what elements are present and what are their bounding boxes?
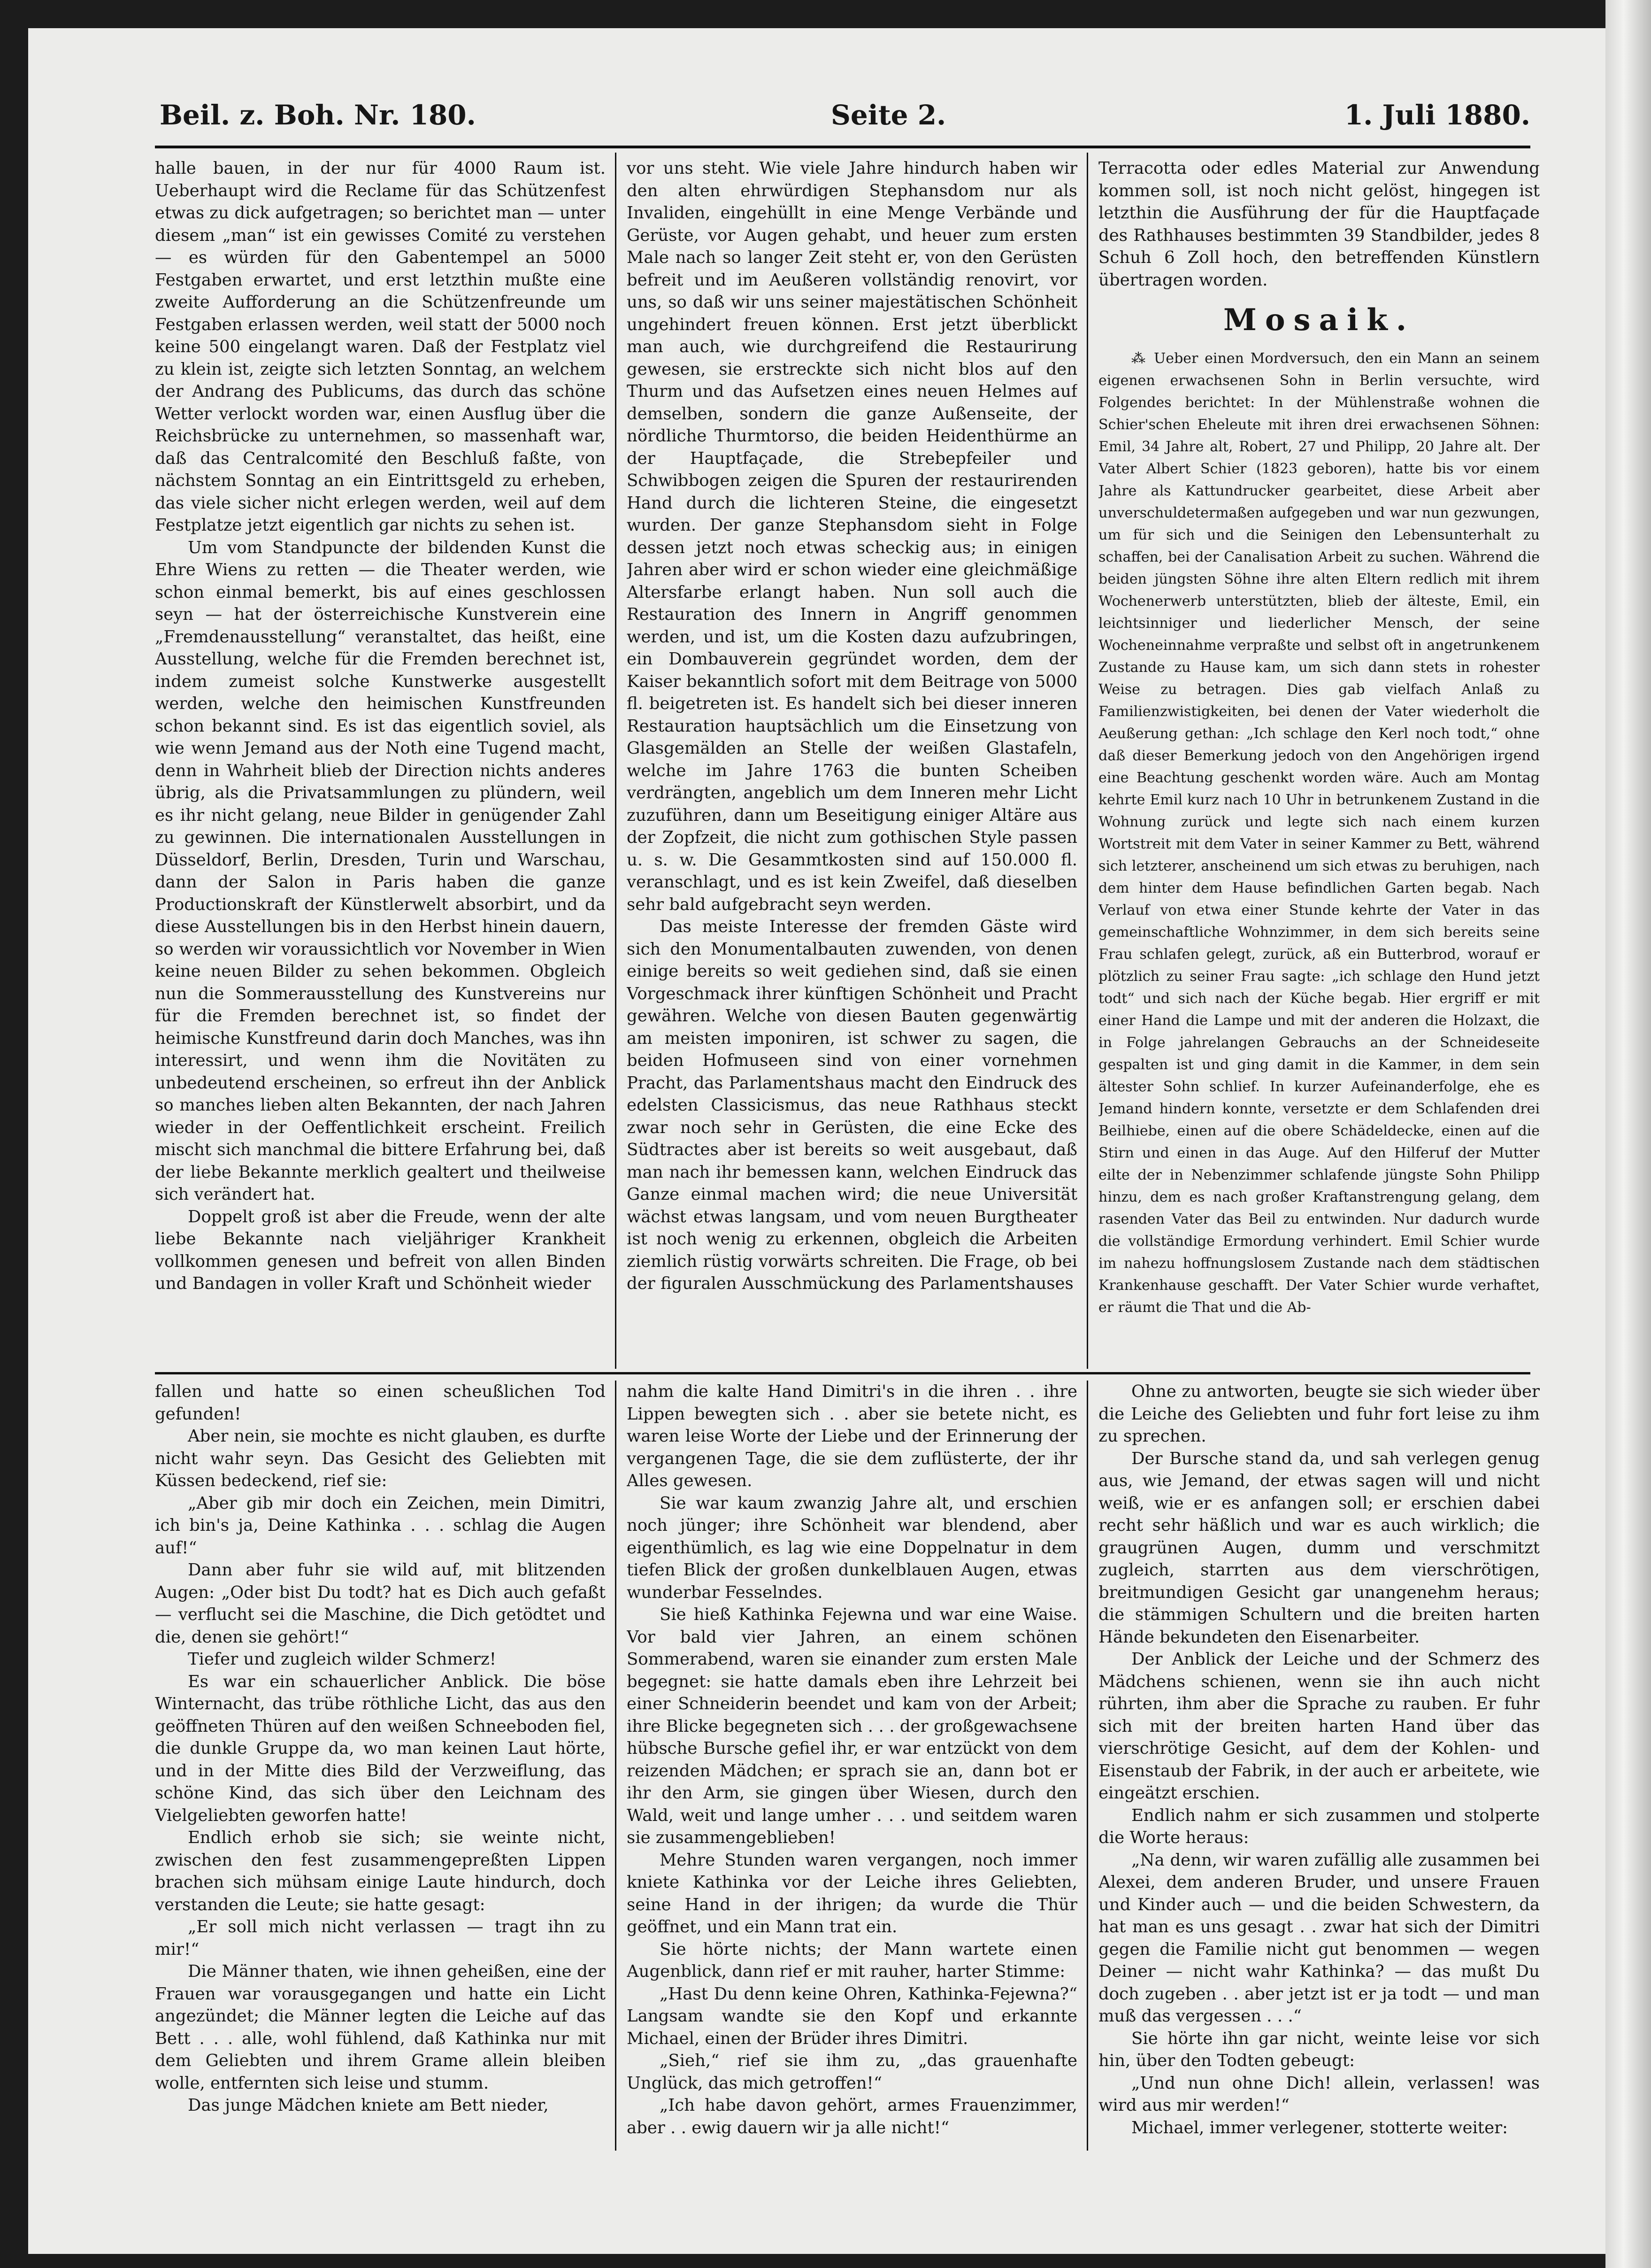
paragraph: Der Bursche stand da, und sah verlegen genug aus, wie Jemand, der etwas sagen will und nicht weiß, wie er es anfangen soll; er erschien dabei recht sehr häßlich und war es auch wirklich; die graugrünen Augen, dumm und verschmitzt zugleich, starrten aus dem vierschrötigen, breitmundigen Gesicht gar unangenehm heraus; die stämmigen Schultern und die breiten harten Hände bekundeten den Eisenarbeiter. — [1098, 1449, 1540, 1647]
header-date: 1. Juli 1880. — [1344, 99, 1530, 131]
paragraph: Sie hörte ihn gar nicht, weinte leise vor sich hin, über den Todten gebeugt: — [1098, 2029, 1540, 2070]
paragraph: „Er soll mich nicht verlassen — tragt ihn zu mir!“ — [155, 1917, 606, 1959]
paragraph: „Sieh,“ rief sie ihm zu, „das grauenhafte Unglück, das mich getroffen!“ — [627, 2051, 1077, 2093]
newspaper-page — [28, 28, 1605, 2254]
paragraph: Aber nein, sie mochte es nicht glauben, es durfte nicht wahr seyn. Das Gesicht des Geliebten mit Küssen bedeckend, rief sie: — [155, 1427, 606, 1490]
section-title-mosaik: Mosaik. — [1223, 302, 1415, 338]
header-rule — [155, 146, 1530, 148]
column-divider — [1087, 153, 1088, 1369]
paragraph: Es war ein schauerlicher Anblick. Die böse Winternacht, das trübe röthliche Licht, das aus den geöffneten Thüren auf den weißen Schneeboden fiel, die dunkle Gruppe da, wo man keinen Laut hörte, und in der Mitte dies Bild der Verzweiflung, das schöne Kind, das sich über den Leichnam des Vielgeliebten geworfen hatte! — [155, 1672, 606, 1825]
header-issue: Beil. z. Boh. Nr. 180. — [160, 99, 476, 131]
binding-edge — [1605, 0, 1651, 2268]
bottom-column-2 — [627, 1381, 1077, 2151]
bottom-column-3 — [1098, 1381, 1540, 2151]
paragraph: Dann aber fuhr sie wild auf, mit blitzenden Augen: „Oder bist Du todt? hat es Dich auch gefaßt — verflucht sei die Maschine, die Dich getödtet und die, denen sie gehört!“ — [155, 1560, 606, 1647]
section-divider — [155, 1372, 1530, 1374]
paragraph: Tiefer und zugleich wilder Schmerz! — [188, 1650, 496, 1669]
paragraph: ⁂ Ueber einen Mordversuch, den ein Mann an seinem eigenen erwachsenen Sohn in Berlin versuchte, wird Folgendes berichtet: In der Mühlenstraße wohnen die Schier'schen Eheleute mit ihren drei erwachsenen Söhnen: Emil, 34 Jahre alt, Robert, 27 und Philipp, 20 Jahre alt. Der Vater Albert Schier (1823 geboren), hatte bis vor einem Jahre als Kattundrucker gearbeitet, diese Arbeit aber unverschuldetermaßen aufgegeben und war nun gezwungen, um für sich und die Seinigen den Lebensunterhalt zu schaffen, bei der Canalisation Arbeit zu suchen. Während die beiden jüngsten Söhne ihre alten Eltern redlich mit ihrem Wochenerwerb unterstützten, blieb der älteste, Emil, ein leichtsinniger und liederlicher Mensch, der seine Wocheneinnahme verpraßte und selbst oft in angetrunkenem Zustande zu Hause kam, um sich dann stets in rohester Weise zu betragen. Dies gab vielfach Anlaß zu Familienzwistigkeiten, bei denen der Vater wiederholt die Aeußerung gethan: „Ich schlage den Kerl noch todt,“ ohne daß dieser Bemerkung jedoch von den Angehörigen irgend eine Beachtung geschenkt worden wäre. Auch am Montag kehrte Emil kurz nach 10 Uhr in betrunkenem Zustand in die Wohnung zurück und legte sich nach einem kurzen Wortstreit mit dem Vater in seiner Kammer zu Bett, während sich letzterer, anscheinend um sich etwas zu beruhigen, nach dem hinter dem Hause befindlichen Garten begab. Nach Verlauf von etwa einer Stunde kehrte der Vater in das gemeinschaftliche Wohnzimmer, in dem sich bereits seine Frau schlafen gelegt, zurück, aß ein Butterbrod, worauf er plötzlich zu seiner Frau sagte: „ich schlage den Hund jetzt todt“ und sich nach der Küche begab. Hier ergriff er mit einer Hand die Lampe und mit der anderen die Holzaxt, die in Folge jahrelangen Gebrauchs an der Schneideseite gespalten ist und ging damit in die Kammer, in dem sein ältester Sohn schlief. In kurzer Aufeinanderfolge, ehe es Jemand hindern konnte, versetzte er dem Schlafenden drei Beilhiebe, einen auf die obere Schädeldecke, einen auf die Stirn und einen in das Auge. Auf den Hilferuf der Mutter eilte der in Nebenzimmer schlafende jüngste Sohn Philipp hinzu, dem es nach großer Kraftanstrengung gelang, dem rasenden Vater das Beil zu entwinden. Nur dadurch wurde die vollständige Ermordung verhindert. Emil Schier wurde im nahezu hoffnungslosem Zustande nach dem städtischen Krankenhause geschafft. Der Vater Schier wurde verhaftet, er räumt die That und die Ab- — [1098, 350, 1540, 1316]
paragraph: halle bauen, in der nur für 4000 Raum ist. Ueberhaupt wird die Reclame für das Schützenfest etwas zu dick aufgetragen; so berichtet man — unter diesem „man“ ist ein gewisses Comité zu verstehen — es würden für den Gabentempel an 5000 Festgaben erwartet, und erst letzthin mußte eine zweite Aufforderung an die Schützenfreunde um Festgaben erlassen werden, weil statt der 5000 noch keine 500 eingelangt waren. Daß der Festplatz viel zu klein ist, zeigte sich letzten Sonntag, an welchem der Andrang des Publicums, das durch das schöne Wetter verlockt worden war, einen Ausflug über die Reichsbrücke zu unternehmen, so massenhaft war, daß das Centralcomité den Beschluß faßte, von nächstem Sonntag an ein Eintrittsgeld zu erheben, das viele sicher nicht erlegen werden, weil auf dem Festplatze jetzt eigentlich gar nichts zu sehen ist. — [155, 159, 606, 535]
paragraph: „Ich habe davon gehört, armes Frauenzimmer, aber . . ewig dauern wir ja alle nicht!“ — [627, 2096, 1077, 2137]
column-divider — [615, 1381, 616, 2151]
paragraph: vor uns steht. Wie viele Jahre hindurch haben wir den alten ehrwürdigen Stephansdom nur als Invaliden, eingehüllt in eine Menge Verbände und Gerüste, vor Augen gehabt, und heuer zum ersten Male nach so langer Zeit steht er, von den Gerüsten befreit und im Aeußeren vollständig renovirt, vor uns, so daß wir uns seiner majestätischen Schönheit ungehindert freuen können. Erst jetzt überblickt man auch, wie durchgreifend die Restaurirung gewesen, sie erstreckte sich nicht blos auf den Thurm und das Aufsetzen eines neuen Helmes auf demselben, sondern die ganze Außenseite, der nördliche Thurmtorso, die beiden Heidenthürme an der Hauptfaçade, die Strebepfeiler und Schwibbogen zeigen die Spuren der restaurirenden Hand durch die lichteren Steine, die eingesetzt wurden. Der ganze Stephansdom sieht in Folge dessen jetzt noch etwas scheckig aus; in einigen Jahren aber wird er schon wieder eine gleichmäßige Altersfarbe erlangt haben. Nun soll auch die Restauration des Innern in Angriff genommen werden, und ist, um die Kosten dazu aufzubringen, ein Dombauverein gegründet worden, dem der Kaiser bekanntlich sofort mit dem Beitrage von 5000 fl. beigetreten ist. Es handelt sich bei dieser inneren Restauration hauptsächlich um die Einsetzung von Glasgemälden an Stelle der weißen Glastafeln, welche im Jahre 1763 die bunten Scheiben verdrängten, angeblich um dem Inneren mehr Licht zuzuführen, dann um Beseitigung einiger Altäre aus der Zopfzeit, die nicht zum gothischen Style passen u. s. w. Die Gesammtkosten sind auf 150.000 fl. veranschlagt, und es ist kein Zweifel, daß dieselben sehr bald aufgebracht seyn werden. — [627, 159, 1077, 914]
paragraph: Mehre Stunden waren vergangen, noch immer kniete Kathinka vor der Leiche ihres Geliebten, seine Hand in der ihrigen; da wurde die Thür geöffnet, und ein Mann trat ein. — [627, 1850, 1077, 1936]
paragraph: Ohne zu antworten, beugte sie sich wieder über die Leiche des Geliebten und fuhr fort leise zu ihm zu sprechen. — [1098, 1382, 1540, 1446]
paragraph: „Na denn, wir waren zufällig alle zusammen bei Alexei, dem anderen Bruder, und unsere Frauen und Kinder auch — und die beiden Schwestern, da hat man es uns gesagt . . zwar hat sich der Dimitri gegen die Familie nicht gut benommen — wegen Deiner — nicht wahr Kathinka? — das mußt Du doch zugeben . . aber jetzt ist er ja todt — und man muß das vergessen . . .“ — [1098, 1850, 1540, 2026]
paragraph: Um vom Standpuncte der bildenden Kunst die Ehre Wiens zu retten — die Theater werden, wie schon einmal bemerkt, bis auf eines geschlossen seyn — hat der österreichische Kunstverein eine „Fremdenausstellung“ veranstaltet, das heißt, eine Ausstellung, welche für die Fremden berechnet ist, indem zumeist solche Kunstwerke ausgestellt werden, welche den heimischen Kunstfreunden schon bekannt sind. Es ist das eigentlich soviel, als wie wenn Jemand aus der Noth eine Tugend macht, denn in Wahrheit blieb der Direction nichts anderes übrig, als die Privatsammlungen zu plündern, weil es ihr nicht gelang, neue Bilder in genügender Zahl zu gewinnen. Die internationalen Ausstellungen in Düsseldorf, Berlin, Dresden, Turin und Warschau, dann der Salon in Paris haben die ganze Productionskraft der Künstlerwelt absorbirt, und da diese Ausstellungen bis in den Herbst hinein dauern, so werden wir voraussichtlich vor November in Wien keine neuen Bilder zu sehen bekommen. Obgleich nun die Sommerausstellung des Kunstvereins nur für die Fremden berechnet ist, so findet der heimische Kunstfreund darin doch Manches, was ihn interessirt, und wenn ihm die Novitäten zu unbedeutend erscheinen, so erfreut ihn der Anblick so manches lieben alten Bekannten, der nach Jahren wieder in der Oeffentlichkeit erscheint. Freilich mischt sich manchmal die bittere Erfahrung bei, daß der liebe Bekannte merklich gealtert und theilweise sich verändert hat. — [155, 538, 606, 1204]
paragraph: Michael, immer verlegener, stotterte weiter: — [1131, 2118, 1508, 2137]
top-column-1 — [155, 157, 606, 1366]
paragraph: Der Anblick der Leiche und der Schmerz des Mädchens schienen, wenn sie ihn auch nicht rührten, ihm aber die Sprache zu rauben. Er fuhr sich mit der breiten harten Hand über das vierschrötige Gesicht, auf dem der Kohlen- und Eisenstaub der Fabrik, in der auch er arbeitete, wie eingeätzt erschien. — [1098, 1650, 1540, 1803]
top-column-2 — [627, 157, 1077, 1366]
paragraph: Terracotta oder edles Material zur Anwendung kommen soll, ist noch nicht gelöst, hingegen ist letzthin die Ausführung der für die Hauptfaçade des Rathhauses bestimmten 39 Standbilder, jedes 8 Schuh 6 Zoll hoch, den betreffenden Künstlern übertragen worden. — [1098, 159, 1540, 290]
paragraph: Sie hieß Kathinka Fejewna und war eine Waise. Vor bald vier Jahren, an einem schönen Sommerabend, waren sie einander zum ersten Male begegnet: sie hatte damals eben ihre Lehrzeit bei einer Schneiderin beendet und kam von der Arbeit; ihre Blicke begegneten sich . . . der großgewachsene hübsche Bursche gefiel ihr, er war entzückt von dem reizenden Mädchen; er sprach sie an, dann bot er ihr den Arm, sie gingen über Wiesen, durch den Wald, weit und lange umher . . . und seitdem waren sie zusammengeblieben! — [627, 1605, 1077, 1847]
bottom-column-1 — [155, 1381, 606, 2151]
paragraph: „Aber gib mir doch ein Zeichen, mein Dimitri, ich bin's ja, Deine Kathinka . . . schlag die Augen auf!“ — [155, 1493, 606, 1558]
paragraph: fallen und hatte so einen scheußlichen Tod gefunden! — [155, 1382, 606, 1424]
paragraph: Endlich nahm er sich zusammen und stolperte die Worte heraus: — [1098, 1805, 1540, 1847]
paragraph: Sie hörte nichts; der Mann wartete einen Augenblick, dann rief er mit rauher, harter Stimme: — [627, 1939, 1077, 1981]
paragraph: „Und nun ohne Dich! allein, verlassen! was wird aus mir werden!“ — [1098, 2073, 1540, 2115]
mosaik-text — [1098, 347, 1540, 1319]
header-page-number: Seite 2. — [831, 99, 946, 131]
paragraph: Die Männer thaten, wie ihnen geheißen, eine der Frauen war vorausgegangen und hatte ein Licht angezündet; die Männer legten die Leiche auf das Bett . . . alle, wohl fühlend, daß Kathinka nur mit dem Geliebten und ihrem Grame allein bleiben wolle, entfernten sich leise und stumm. — [155, 1962, 606, 2093]
page-header — [160, 89, 1530, 141]
paragraph: nahm die kalte Hand Dimitri's in die ihren . . ihre Lippen bewegten sich . . aber sie betete nicht, es waren leise Worte der Liebe und der Erinnerung der vergangenen Tage, die sie dem zuflüsterte, der ihr Alles gewesen. — [627, 1382, 1077, 1490]
top-column-3 — [1098, 157, 1540, 1366]
paragraph: Endlich erhob sie sich; sie weinte nicht, zwischen den fest zusammengepreßten Lippen brachen sich mühsam einige Laute hindurch, doch verstanden die Leute; sie hatte gesagt: — [155, 1828, 606, 1914]
column-divider — [1087, 1381, 1088, 2151]
paragraph: Das meiste Interesse der fremden Gäste wird sich den Monumentalbauten zuwenden, von denen einige bereits so weit gediehen sind, daß sie einen Vorgeschmack ihrer künftigen Schönheit und Pracht gewähren. Welche von diesen Bauten gegenwärtig am meisten imponiren, ist schwer zu sagen, die beiden Hofmuseen sind von einer vornehmen Pracht, das Parlamentshaus macht den Eindruck des edelsten Classicismus, das neue Rathhaus steckt zwar noch sehr in Gerüsten, die eine Ecke des Südtractes aber ist bereits so weit ausgebaut, daß man nach ihr bemessen kann, welchen Eindruck das Ganze einmal machen wird; die neue Universität wächst etwas langsam, und vom neuen Burgtheater ist noch wenig zu erkennen, obgleich die Arbeiten ziemlich rüstig vorwärts schreiten. Die Frage, ob bei der figuralen Ausschmückung des Parlamentshauses — [627, 917, 1077, 1293]
paragraph: „Hast Du denn keine Ohren, Kathinka-Fejewna?“ Langsam wandte sie den Kopf und erkannte Michael, einen der Brüder ihres Dimitri. — [627, 1984, 1077, 2048]
column-divider — [615, 153, 616, 1369]
paragraph: Sie war kaum zwanzig Jahre alt, und erschien noch jünger; ihre Schönheit war blendend, aber eigenthümlich, es lag wie eine Doppelnatur in dem tiefen Blick der großen dunkelblauen Augen, etwas wunderbar Fesselndes. — [627, 1493, 1077, 1602]
paragraph: Das junge Mädchen kniete am Bett nieder, — [188, 2096, 549, 2115]
paragraph: Doppelt groß ist aber die Freude, wenn der alte liebe Bekannte nach vieljähriger Krankheit vollkommen genesen und befreit von allen Binden und Bandagen in voller Kraft und Schönheit wieder — [155, 1207, 606, 1293]
